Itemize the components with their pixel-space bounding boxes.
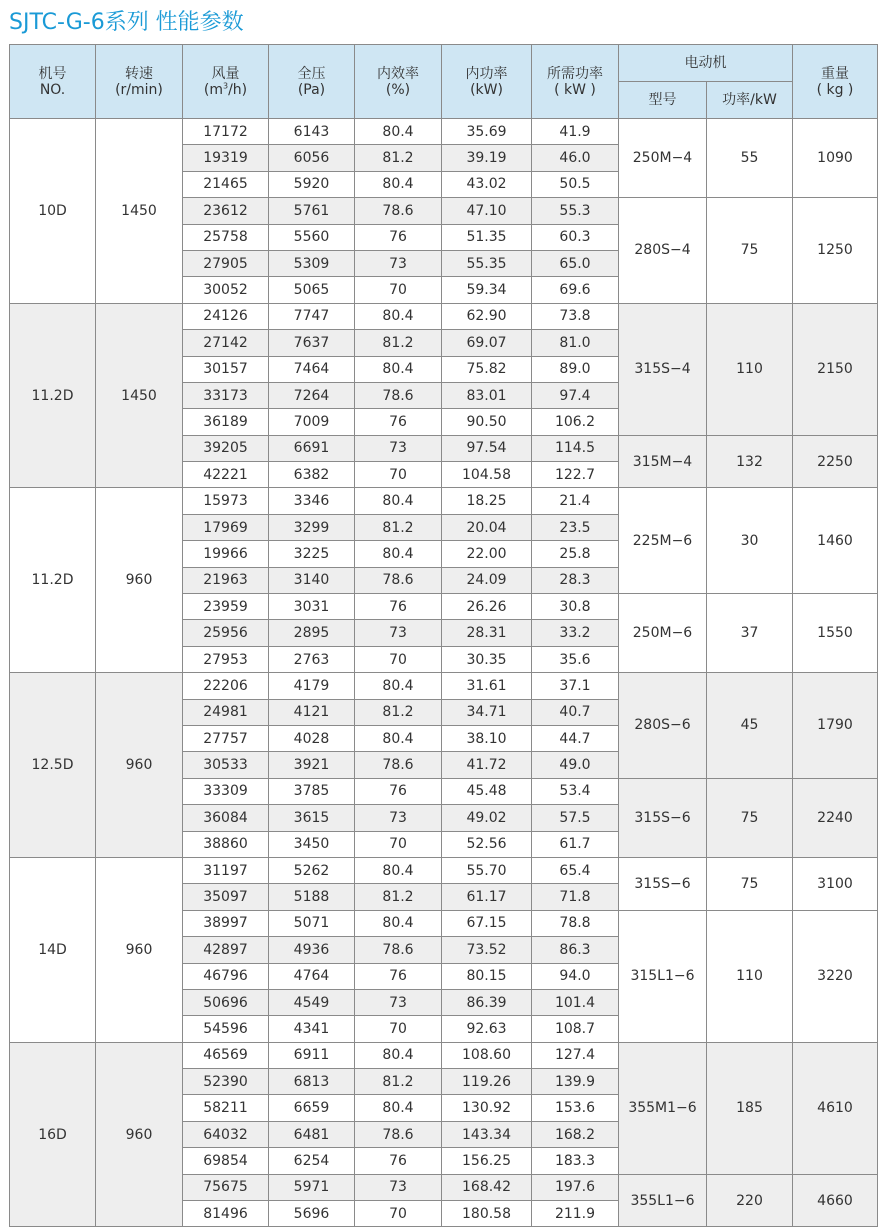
cell-efficiency: 80.4 bbox=[355, 1042, 442, 1068]
cell-inner-power: 43.02 bbox=[442, 171, 532, 197]
cell-required-power: 41.9 bbox=[532, 119, 619, 145]
cell-required-power: 40.7 bbox=[532, 699, 619, 725]
cell-efficiency: 80.4 bbox=[355, 725, 442, 751]
cell-inner-power: 22.00 bbox=[442, 541, 532, 567]
cell-flow: 50696 bbox=[183, 989, 269, 1015]
cell-required-power: 57.5 bbox=[532, 805, 619, 831]
cell-efficiency: 80.4 bbox=[355, 910, 442, 936]
cell-pressure: 5920 bbox=[269, 171, 355, 197]
cell-required-power: 97.4 bbox=[532, 382, 619, 408]
table-row bbox=[10, 1042, 878, 1068]
cell-pressure: 3921 bbox=[269, 752, 355, 778]
cell-required-power: 81.0 bbox=[532, 330, 619, 356]
cell-inner-power: 156.25 bbox=[442, 1148, 532, 1174]
cell-inner-power: 62.90 bbox=[442, 303, 532, 329]
cell-pressure: 5971 bbox=[269, 1174, 355, 1200]
cell-pressure: 5761 bbox=[269, 198, 355, 224]
cell-required-power: 108.7 bbox=[532, 1016, 619, 1042]
cell-efficiency: 78.6 bbox=[355, 198, 442, 224]
cell-flow: 35097 bbox=[183, 884, 269, 910]
cell-flow: 36189 bbox=[183, 409, 269, 435]
cell-flow: 27142 bbox=[183, 330, 269, 356]
cell-efficiency: 73 bbox=[355, 250, 442, 276]
cell-required-power: 127.4 bbox=[532, 1042, 619, 1068]
cell-weight: 4660 bbox=[793, 1174, 878, 1227]
cell-pressure: 7464 bbox=[269, 356, 355, 382]
cell-model: 10D bbox=[10, 119, 96, 304]
cell-pressure: 3140 bbox=[269, 567, 355, 593]
cell-efficiency: 73 bbox=[355, 1174, 442, 1200]
cell-pressure: 5696 bbox=[269, 1201, 355, 1227]
cell-inner-power: 80.15 bbox=[442, 963, 532, 989]
cell-motor-type: 280S−4 bbox=[619, 198, 707, 304]
cell-efficiency: 80.4 bbox=[355, 857, 442, 883]
cell-required-power: 101.4 bbox=[532, 989, 619, 1015]
cell-pressure: 6659 bbox=[269, 1095, 355, 1121]
header-efficiency: 内效率 (%) bbox=[355, 45, 442, 119]
cell-flow: 27757 bbox=[183, 725, 269, 751]
cell-flow: 19319 bbox=[183, 145, 269, 171]
cell-flow: 30533 bbox=[183, 752, 269, 778]
cell-efficiency: 76 bbox=[355, 963, 442, 989]
cell-motor-power: 185 bbox=[707, 1042, 793, 1174]
cell-motor-power: 110 bbox=[707, 303, 793, 435]
cell-motor-power: 75 bbox=[707, 778, 793, 857]
cell-required-power: 168.2 bbox=[532, 1121, 619, 1147]
cell-required-power: 197.6 bbox=[532, 1174, 619, 1200]
cell-flow: 54596 bbox=[183, 1016, 269, 1042]
cell-pressure: 3346 bbox=[269, 488, 355, 514]
cell-inner-power: 143.34 bbox=[442, 1121, 532, 1147]
cell-required-power: 94.0 bbox=[532, 963, 619, 989]
cell-efficiency: 78.6 bbox=[355, 567, 442, 593]
cell-motor-power: 30 bbox=[707, 488, 793, 594]
cell-flow: 21465 bbox=[183, 171, 269, 197]
cell-inner-power: 41.72 bbox=[442, 752, 532, 778]
cell-required-power: 37.1 bbox=[532, 673, 619, 699]
cell-pressure: 5188 bbox=[269, 884, 355, 910]
cell-required-power: 21.4 bbox=[532, 488, 619, 514]
cell-motor-type: 315S−6 bbox=[619, 857, 707, 910]
cell-motor-type: 315S−6 bbox=[619, 778, 707, 857]
cell-efficiency: 70 bbox=[355, 277, 442, 303]
cell-pressure: 3225 bbox=[269, 541, 355, 567]
cell-pressure: 7009 bbox=[269, 409, 355, 435]
cell-pressure: 4341 bbox=[269, 1016, 355, 1042]
header-motor: 电动机 bbox=[619, 45, 793, 82]
cell-inner-power: 61.17 bbox=[442, 884, 532, 910]
cell-required-power: 73.8 bbox=[532, 303, 619, 329]
cell-flow: 27953 bbox=[183, 646, 269, 672]
cell-required-power: 153.6 bbox=[532, 1095, 619, 1121]
cell-weight: 2240 bbox=[793, 778, 878, 857]
cell-required-power: 139.9 bbox=[532, 1069, 619, 1095]
cell-motor-type: 315L1−6 bbox=[619, 910, 707, 1042]
cell-pressure: 7637 bbox=[269, 330, 355, 356]
cell-inner-power: 55.70 bbox=[442, 857, 532, 883]
cell-efficiency: 78.6 bbox=[355, 382, 442, 408]
cell-required-power: 35.6 bbox=[532, 646, 619, 672]
cell-inner-power: 39.19 bbox=[442, 145, 532, 171]
cell-inner-power: 180.58 bbox=[442, 1201, 532, 1227]
header-speed: 转速 (r/min) bbox=[96, 45, 183, 119]
cell-required-power: 89.0 bbox=[532, 356, 619, 382]
cell-pressure: 4549 bbox=[269, 989, 355, 1015]
cell-required-power: 53.4 bbox=[532, 778, 619, 804]
cell-efficiency: 70 bbox=[355, 1016, 442, 1042]
cell-inner-power: 67.15 bbox=[442, 910, 532, 936]
table-row bbox=[10, 119, 878, 145]
cell-pressure: 5071 bbox=[269, 910, 355, 936]
cell-inner-power: 31.61 bbox=[442, 673, 532, 699]
cell-required-power: 71.8 bbox=[532, 884, 619, 910]
cell-flow: 27905 bbox=[183, 250, 269, 276]
cell-efficiency: 80.4 bbox=[355, 541, 442, 567]
cell-flow: 58211 bbox=[183, 1095, 269, 1121]
cell-efficiency: 80.4 bbox=[355, 303, 442, 329]
header-motor-type: 型号 bbox=[619, 82, 707, 119]
cell-flow: 69854 bbox=[183, 1148, 269, 1174]
cell-pressure: 4028 bbox=[269, 725, 355, 751]
cell-flow: 52390 bbox=[183, 1069, 269, 1095]
cell-weight: 1550 bbox=[793, 594, 878, 673]
cell-weight: 2250 bbox=[793, 435, 878, 488]
cell-efficiency: 80.4 bbox=[355, 1095, 442, 1121]
cell-required-power: 61.7 bbox=[532, 831, 619, 857]
header-inner-power: 内功率 (kW) bbox=[442, 45, 532, 119]
cell-inner-power: 34.71 bbox=[442, 699, 532, 725]
table-row bbox=[10, 673, 878, 699]
cell-speed: 960 bbox=[96, 1042, 183, 1227]
cell-efficiency: 73 bbox=[355, 989, 442, 1015]
cell-efficiency: 81.2 bbox=[355, 884, 442, 910]
cell-pressure: 6254 bbox=[269, 1148, 355, 1174]
cell-flow: 31197 bbox=[183, 857, 269, 883]
cell-efficiency: 80.4 bbox=[355, 171, 442, 197]
cell-required-power: 55.3 bbox=[532, 198, 619, 224]
cell-pressure: 7747 bbox=[269, 303, 355, 329]
header-required-power: 所需功率 ( kW ) bbox=[532, 45, 619, 119]
cell-inner-power: 104.58 bbox=[442, 462, 532, 488]
cell-flow: 24126 bbox=[183, 303, 269, 329]
cell-pressure: 6382 bbox=[269, 462, 355, 488]
cell-inner-power: 168.42 bbox=[442, 1174, 532, 1200]
cell-efficiency: 80.4 bbox=[355, 119, 442, 145]
cell-flow: 75675 bbox=[183, 1174, 269, 1200]
cell-required-power: 211.9 bbox=[532, 1201, 619, 1227]
table-row bbox=[10, 303, 878, 329]
cell-efficiency: 78.6 bbox=[355, 937, 442, 963]
cell-inner-power: 83.01 bbox=[442, 382, 532, 408]
cell-flow: 23612 bbox=[183, 198, 269, 224]
cell-flow: 24981 bbox=[183, 699, 269, 725]
cell-inner-power: 35.69 bbox=[442, 119, 532, 145]
cell-speed: 960 bbox=[96, 673, 183, 858]
cell-inner-power: 59.34 bbox=[442, 277, 532, 303]
cell-flow: 15973 bbox=[183, 488, 269, 514]
cell-required-power: 78.8 bbox=[532, 910, 619, 936]
cell-pressure: 2895 bbox=[269, 620, 355, 646]
cell-required-power: 23.5 bbox=[532, 514, 619, 540]
cell-pressure: 5262 bbox=[269, 857, 355, 883]
cell-pressure: 6481 bbox=[269, 1121, 355, 1147]
cell-motor-type: 315S−4 bbox=[619, 303, 707, 435]
cell-inner-power: 69.07 bbox=[442, 330, 532, 356]
cell-flow: 36084 bbox=[183, 805, 269, 831]
cell-motor-type: 355L1−6 bbox=[619, 1174, 707, 1227]
cell-motor-power: 132 bbox=[707, 435, 793, 488]
cell-required-power: 50.5 bbox=[532, 171, 619, 197]
cell-weight: 3220 bbox=[793, 910, 878, 1042]
cell-efficiency: 80.4 bbox=[355, 488, 442, 514]
cell-flow: 39205 bbox=[183, 435, 269, 461]
cell-required-power: 28.3 bbox=[532, 567, 619, 593]
cell-pressure: 5560 bbox=[269, 224, 355, 250]
cell-inner-power: 97.54 bbox=[442, 435, 532, 461]
cell-inner-power: 130.92 bbox=[442, 1095, 532, 1121]
cell-inner-power: 18.25 bbox=[442, 488, 532, 514]
cell-motor-type: 355M1−6 bbox=[619, 1042, 707, 1174]
cell-model: 16D bbox=[10, 1042, 96, 1227]
cell-inner-power: 119.26 bbox=[442, 1069, 532, 1095]
cell-motor-power: 75 bbox=[707, 198, 793, 304]
cell-efficiency: 70 bbox=[355, 1201, 442, 1227]
cell-flow: 33173 bbox=[183, 382, 269, 408]
cell-inner-power: 45.48 bbox=[442, 778, 532, 804]
cell-efficiency: 80.4 bbox=[355, 673, 442, 699]
cell-pressure: 6691 bbox=[269, 435, 355, 461]
cell-motor-type: 315M−4 bbox=[619, 435, 707, 488]
table-row bbox=[10, 488, 878, 514]
cell-weight: 1790 bbox=[793, 673, 878, 779]
cell-inner-power: 49.02 bbox=[442, 805, 532, 831]
cell-required-power: 106.2 bbox=[532, 409, 619, 435]
cell-inner-power: 55.35 bbox=[442, 250, 532, 276]
cell-required-power: 25.8 bbox=[532, 541, 619, 567]
cell-efficiency: 73 bbox=[355, 435, 442, 461]
cell-efficiency: 81.2 bbox=[355, 145, 442, 171]
cell-model: 11.2D bbox=[10, 303, 96, 488]
cell-weight: 4610 bbox=[793, 1042, 878, 1174]
cell-flow: 23959 bbox=[183, 594, 269, 620]
cell-inner-power: 51.35 bbox=[442, 224, 532, 250]
cell-inner-power: 30.35 bbox=[442, 646, 532, 672]
table-header bbox=[10, 45, 878, 119]
cell-speed: 960 bbox=[96, 488, 183, 673]
cell-model: 14D bbox=[10, 857, 96, 1042]
cell-weight: 1090 bbox=[793, 119, 878, 198]
cell-motor-type: 280S−6 bbox=[619, 673, 707, 779]
cell-flow: 46796 bbox=[183, 963, 269, 989]
header-model: 机号 NO. bbox=[10, 45, 96, 119]
cell-motor-power: 75 bbox=[707, 857, 793, 910]
cell-inner-power: 92.63 bbox=[442, 1016, 532, 1042]
cell-efficiency: 81.2 bbox=[355, 330, 442, 356]
cell-weight: 1460 bbox=[793, 488, 878, 594]
cell-pressure: 4764 bbox=[269, 963, 355, 989]
cell-motor-power: 37 bbox=[707, 594, 793, 673]
cell-flow: 25956 bbox=[183, 620, 269, 646]
cell-inner-power: 90.50 bbox=[442, 409, 532, 435]
cell-efficiency: 73 bbox=[355, 620, 442, 646]
cell-model: 11.2D bbox=[10, 488, 96, 673]
cell-pressure: 4936 bbox=[269, 937, 355, 963]
cell-efficiency: 76 bbox=[355, 224, 442, 250]
cell-efficiency: 78.6 bbox=[355, 1121, 442, 1147]
cell-model: 12.5D bbox=[10, 673, 96, 858]
cell-speed: 960 bbox=[96, 857, 183, 1042]
cell-inner-power: 52.56 bbox=[442, 831, 532, 857]
cell-speed: 1450 bbox=[96, 303, 183, 488]
cell-required-power: 122.7 bbox=[532, 462, 619, 488]
cell-flow: 19966 bbox=[183, 541, 269, 567]
cell-pressure: 4121 bbox=[269, 699, 355, 725]
cell-efficiency: 70 bbox=[355, 646, 442, 672]
cell-inner-power: 28.31 bbox=[442, 620, 532, 646]
cell-required-power: 183.3 bbox=[532, 1148, 619, 1174]
cell-efficiency: 76 bbox=[355, 1148, 442, 1174]
cell-flow: 22206 bbox=[183, 673, 269, 699]
cell-required-power: 114.5 bbox=[532, 435, 619, 461]
table-row bbox=[10, 857, 878, 883]
cell-speed: 1450 bbox=[96, 119, 183, 304]
cell-flow: 33309 bbox=[183, 778, 269, 804]
cell-required-power: 86.3 bbox=[532, 937, 619, 963]
cell-pressure: 3031 bbox=[269, 594, 355, 620]
cell-pressure: 5065 bbox=[269, 277, 355, 303]
cell-flow: 21963 bbox=[183, 567, 269, 593]
cell-flow: 38860 bbox=[183, 831, 269, 857]
cell-inner-power: 24.09 bbox=[442, 567, 532, 593]
cell-pressure: 3615 bbox=[269, 805, 355, 831]
cell-efficiency: 70 bbox=[355, 462, 442, 488]
cell-required-power: 60.3 bbox=[532, 224, 619, 250]
cell-efficiency: 81.2 bbox=[355, 514, 442, 540]
cell-pressure: 4179 bbox=[269, 673, 355, 699]
performance-table bbox=[9, 44, 878, 1227]
cell-required-power: 49.0 bbox=[532, 752, 619, 778]
cell-required-power: 65.0 bbox=[532, 250, 619, 276]
cell-inner-power: 108.60 bbox=[442, 1042, 532, 1068]
cell-inner-power: 20.04 bbox=[442, 514, 532, 540]
cell-inner-power: 38.10 bbox=[442, 725, 532, 751]
cell-efficiency: 81.2 bbox=[355, 699, 442, 725]
cell-pressure: 6056 bbox=[269, 145, 355, 171]
cell-pressure: 6143 bbox=[269, 119, 355, 145]
cell-weight: 3100 bbox=[793, 857, 878, 910]
cell-flow: 42897 bbox=[183, 937, 269, 963]
cell-required-power: 65.4 bbox=[532, 857, 619, 883]
cell-motor-type: 225M−6 bbox=[619, 488, 707, 594]
cell-inner-power: 75.82 bbox=[442, 356, 532, 382]
header-flow: 风量 $(m^3/h)$ bbox=[183, 45, 269, 119]
cell-flow: 30052 bbox=[183, 277, 269, 303]
cell-efficiency: 70 bbox=[355, 831, 442, 857]
cell-required-power: 69.6 bbox=[532, 277, 619, 303]
cell-weight: 2150 bbox=[793, 303, 878, 435]
cell-motor-power: 220 bbox=[707, 1174, 793, 1227]
cell-efficiency: 76 bbox=[355, 594, 442, 620]
cell-flow: 17969 bbox=[183, 514, 269, 540]
cell-pressure: 3450 bbox=[269, 831, 355, 857]
cell-efficiency: 73 bbox=[355, 805, 442, 831]
header-weight: 重量 ( kg ) bbox=[793, 45, 878, 119]
cell-pressure: 5309 bbox=[269, 250, 355, 276]
cell-motor-type: 250M−6 bbox=[619, 594, 707, 673]
cell-flow: 81496 bbox=[183, 1201, 269, 1227]
cell-pressure: 7264 bbox=[269, 382, 355, 408]
cell-efficiency: 78.6 bbox=[355, 752, 442, 778]
cell-pressure: 3785 bbox=[269, 778, 355, 804]
cell-inner-power: 86.39 bbox=[442, 989, 532, 1015]
header-motor-power: 功率/kW bbox=[707, 82, 793, 119]
page-title: SJTC-G-6系列 性能参数 bbox=[9, 10, 244, 35]
cell-efficiency: 76 bbox=[355, 409, 442, 435]
cell-efficiency: 80.4 bbox=[355, 356, 442, 382]
cell-required-power: 30.8 bbox=[532, 594, 619, 620]
cell-motor-power: 110 bbox=[707, 910, 793, 1042]
cell-inner-power: 73.52 bbox=[442, 937, 532, 963]
cell-pressure: 3299 bbox=[269, 514, 355, 540]
table-body bbox=[10, 119, 878, 1227]
cell-flow: 46569 bbox=[183, 1042, 269, 1068]
cell-pressure: 2763 bbox=[269, 646, 355, 672]
cell-required-power: 46.0 bbox=[532, 145, 619, 171]
cell-flow: 38997 bbox=[183, 910, 269, 936]
cell-motor-power: 45 bbox=[707, 673, 793, 779]
cell-motor-type: 250M−4 bbox=[619, 119, 707, 198]
cell-inner-power: 26.26 bbox=[442, 594, 532, 620]
cell-pressure: 6911 bbox=[269, 1042, 355, 1068]
cell-flow: 30157 bbox=[183, 356, 269, 382]
cell-flow: 42221 bbox=[183, 462, 269, 488]
cell-efficiency: 76 bbox=[355, 778, 442, 804]
cell-pressure: 6813 bbox=[269, 1069, 355, 1095]
cell-weight: 1250 bbox=[793, 198, 878, 304]
cell-efficiency: 81.2 bbox=[355, 1069, 442, 1095]
cell-motor-power: 55 bbox=[707, 119, 793, 198]
cell-inner-power: 47.10 bbox=[442, 198, 532, 224]
cell-flow: 17172 bbox=[183, 119, 269, 145]
cell-flow: 25758 bbox=[183, 224, 269, 250]
header-pressure: 全压 (Pa) bbox=[269, 45, 355, 119]
cell-required-power: 44.7 bbox=[532, 725, 619, 751]
cell-flow: 64032 bbox=[183, 1121, 269, 1147]
cell-required-power: 33.2 bbox=[532, 620, 619, 646]
